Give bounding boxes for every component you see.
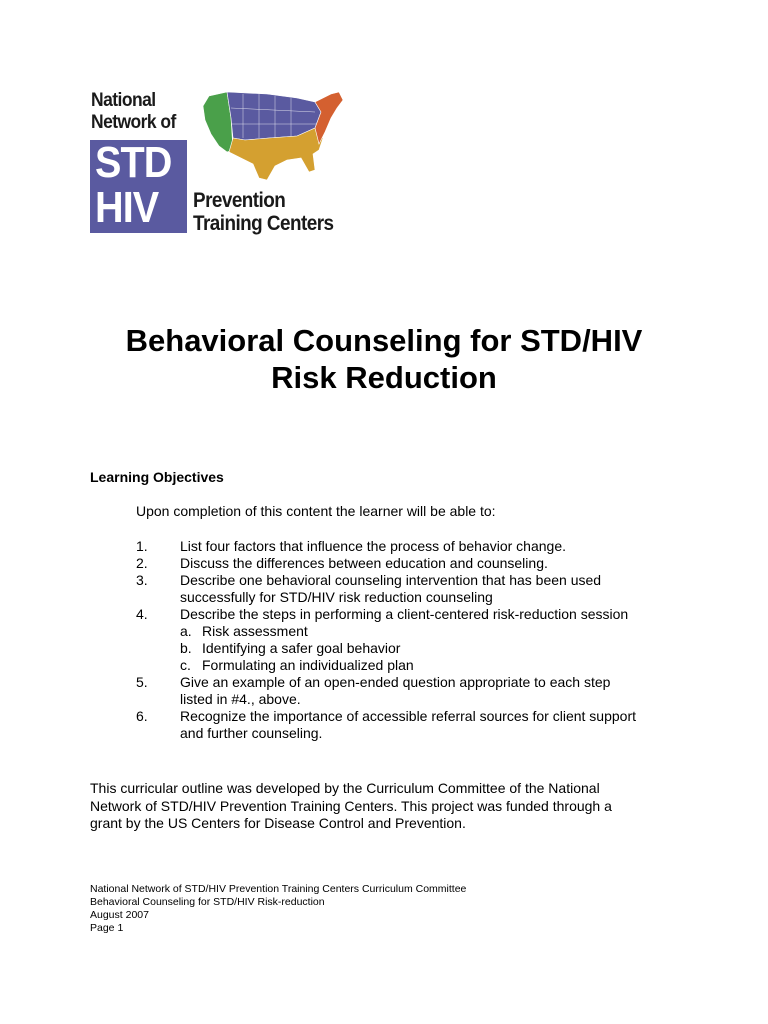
subitem-letter: b. xyxy=(180,640,192,656)
objective-number: 2. xyxy=(136,555,148,571)
subitem-letter: c. xyxy=(180,657,191,673)
logo-line-network: Network of xyxy=(91,112,176,133)
objective-text: Describe the steps in performing a client-centered risk-reduction session xyxy=(180,606,629,622)
learning-objectives-intro: Upon completion of this content the learner will be able to: xyxy=(136,503,496,519)
map-region-east xyxy=(315,92,343,144)
objective-text: List four factors that influence the process of behavior change. xyxy=(180,538,567,554)
objective-number: 1. xyxy=(136,538,148,554)
objective-subitem xyxy=(180,640,696,657)
closing-line: This curricular outline was developed by the Curriculum Committee of the National xyxy=(90,780,600,796)
footer-page-number: Page 1 xyxy=(90,922,124,934)
objective-item xyxy=(136,572,696,606)
logo-text-top xyxy=(91,90,176,134)
subitem-text: Identifying a safer goal behavior xyxy=(202,640,401,656)
closing-line: grant by the US Centers for Disease Control and Prevention. xyxy=(90,815,466,831)
logo-line-national: National xyxy=(91,90,156,111)
organization-logo xyxy=(89,88,345,240)
objective-number: 5. xyxy=(136,674,148,690)
logo-hiv: HIV xyxy=(95,183,159,232)
objective-subitem xyxy=(180,623,696,640)
footer-committee: National Network of STD/HIV Prevention Training Centers Curriculum Committee xyxy=(90,883,467,895)
learning-objectives-heading: Learning Objectives xyxy=(90,469,224,485)
objective-item xyxy=(136,606,696,674)
subitem-text: Risk assessment xyxy=(202,623,308,639)
objectives-list xyxy=(136,538,696,742)
objective-text: Give an example of an open-ended question appropriate to each step xyxy=(180,674,611,690)
us-map-icon xyxy=(197,88,347,186)
objective-item xyxy=(136,674,696,708)
footer-document: Behavioral Counseling for STD/HIV Risk-reduction xyxy=(90,896,325,908)
objective-number: 4. xyxy=(136,606,148,622)
objective-number: 3. xyxy=(136,572,148,588)
logo-line-training: Training Centers xyxy=(193,212,334,235)
title-line-1: Behavioral Counseling for STD/HIV xyxy=(125,323,643,358)
subitem-letter: a. xyxy=(180,623,192,639)
objective-item xyxy=(136,708,696,742)
objective-text-continued: successfully for STD/HIV risk reduction counseling xyxy=(180,589,493,605)
objective-text: Describe one behavioral counseling intervention that has been used xyxy=(180,572,602,588)
logo-text-bottom xyxy=(193,189,333,235)
objective-number: 6. xyxy=(136,708,148,724)
document-title xyxy=(0,322,768,396)
logo-std-hiv-block xyxy=(90,140,187,233)
objective-text-continued: listed in #4., above. xyxy=(180,691,301,707)
objective-text-continued: and further counseling. xyxy=(180,725,323,741)
objective-subitem xyxy=(180,657,696,674)
logo-line-prevention: Prevention xyxy=(193,189,286,212)
footer-date: August 2007 xyxy=(90,909,149,921)
title-line-2: Risk Reduction xyxy=(271,360,497,395)
objective-item xyxy=(136,538,696,555)
objective-text: Recognize the importance of accessible referral sources for client support xyxy=(180,708,636,724)
objective-text: Discuss the differences between education and counseling. xyxy=(180,555,548,571)
subitem-text: Formulating an individualized plan xyxy=(202,657,414,673)
page-footer xyxy=(90,883,466,935)
closing-paragraph xyxy=(90,780,670,833)
closing-line: Network of STD/HIV Prevention Training Centers. This project was funded through a xyxy=(90,797,612,814)
logo-std: STD xyxy=(95,138,172,187)
objective-item xyxy=(136,555,696,572)
